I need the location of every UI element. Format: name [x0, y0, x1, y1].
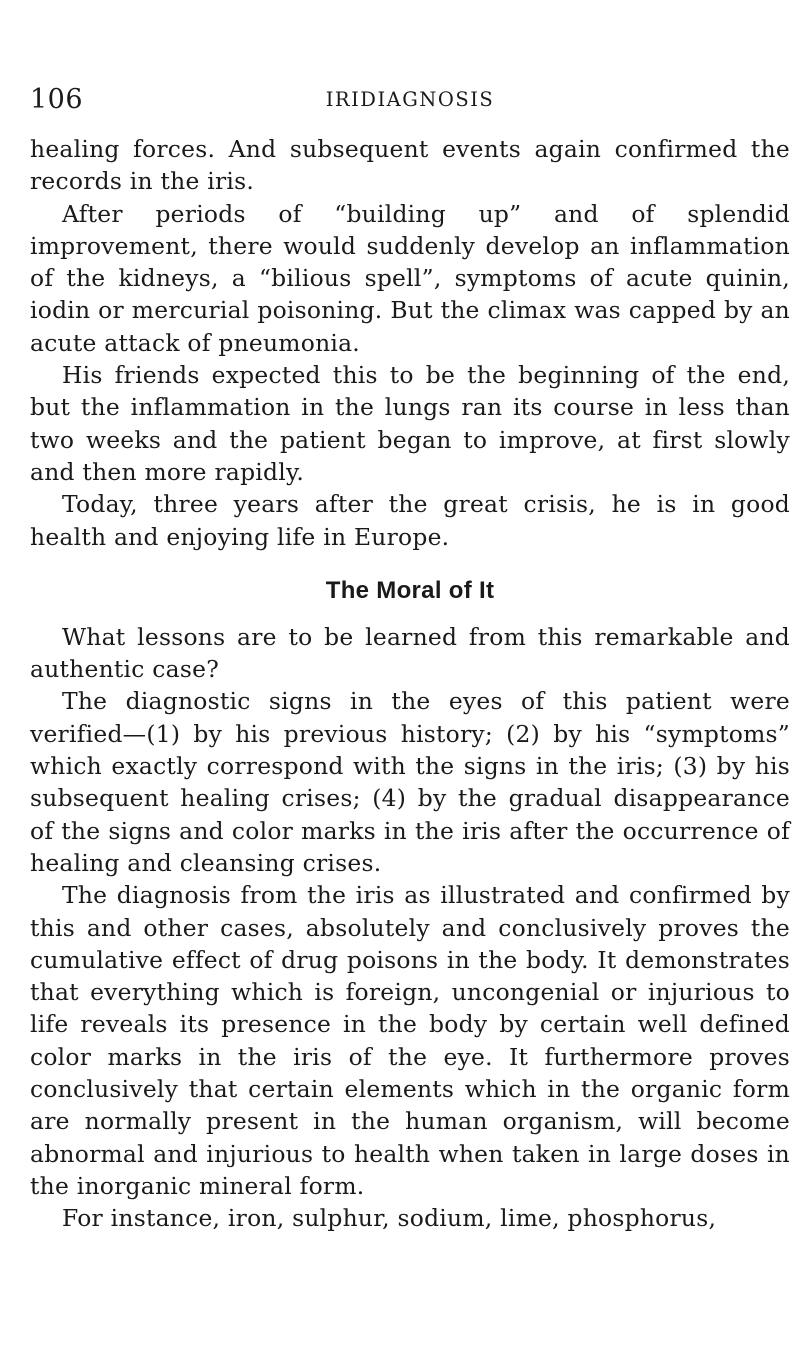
paragraph-today: Today, three years after the great crisis, he is in good health and enjoying life in Europe.: [30, 490, 790, 551]
paragraph-building-up: After periods of “building up” and of splendid improvement, there would suddenly develop an inflammation of the kidneys, a “bilious spell”, symptoms of acute quinin, iodin or mercurial poisoning. But the climax was capped by an acute attack of pneumonia.: [30, 199, 790, 357]
running-title: IRIDIAGNOSIS: [325, 88, 495, 111]
paragraph-lessons: What lessons are to be learned from this remarkable and authentic case?: [30, 622, 790, 684]
paragraph-diagnostic-signs: The diagnostic signs in the eyes of this patient were verified—(1) by his previous history; (2) by his “symptoms” which exactly correspond with the signs in the iris; (3) by his subsequent healing crises; (4) by the gradual disappearance of the signs and color marks in the iris after the occurrence of healing and cleansing crises.: [30, 687, 790, 877]
section-heading: The Moral of It: [325, 576, 495, 604]
paragraph-continued: healing forces. And subsequent events again confirmed the records in the iris.: [30, 135, 790, 196]
paragraph-for-instance: For instance, iron, sulphur, sodium, lime, phosphorus,: [62, 1204, 717, 1233]
paragraph-friends-expected: His friends expected this to be the beginning of the end, but the inflammation in the lungs ran its course in less than two weeks and the patient began to improve, at first slowly and then more rapidly.: [30, 361, 790, 486]
paragraph-diagnosis-from-iris: The diagnosis from the iris as illustrated and confirmed by this and other cases, absolutely and conclusively proves the cumulative effect of drug poisons in the body. It demonstrates that everything which is foreign, uncongenial or injurious to life reveals its presence in the body by certain well defined color marks in the iris of the eye. It furthermore proves conclusively that certain elements which in the organic form are normally present in the human organism, will become abnormal and injurious to health when taken in large doses in the inorganic mineral form.: [30, 881, 790, 1200]
body-text: [30, 133, 790, 1235]
page-number: 106: [30, 84, 84, 115]
running-head: [30, 84, 770, 124]
